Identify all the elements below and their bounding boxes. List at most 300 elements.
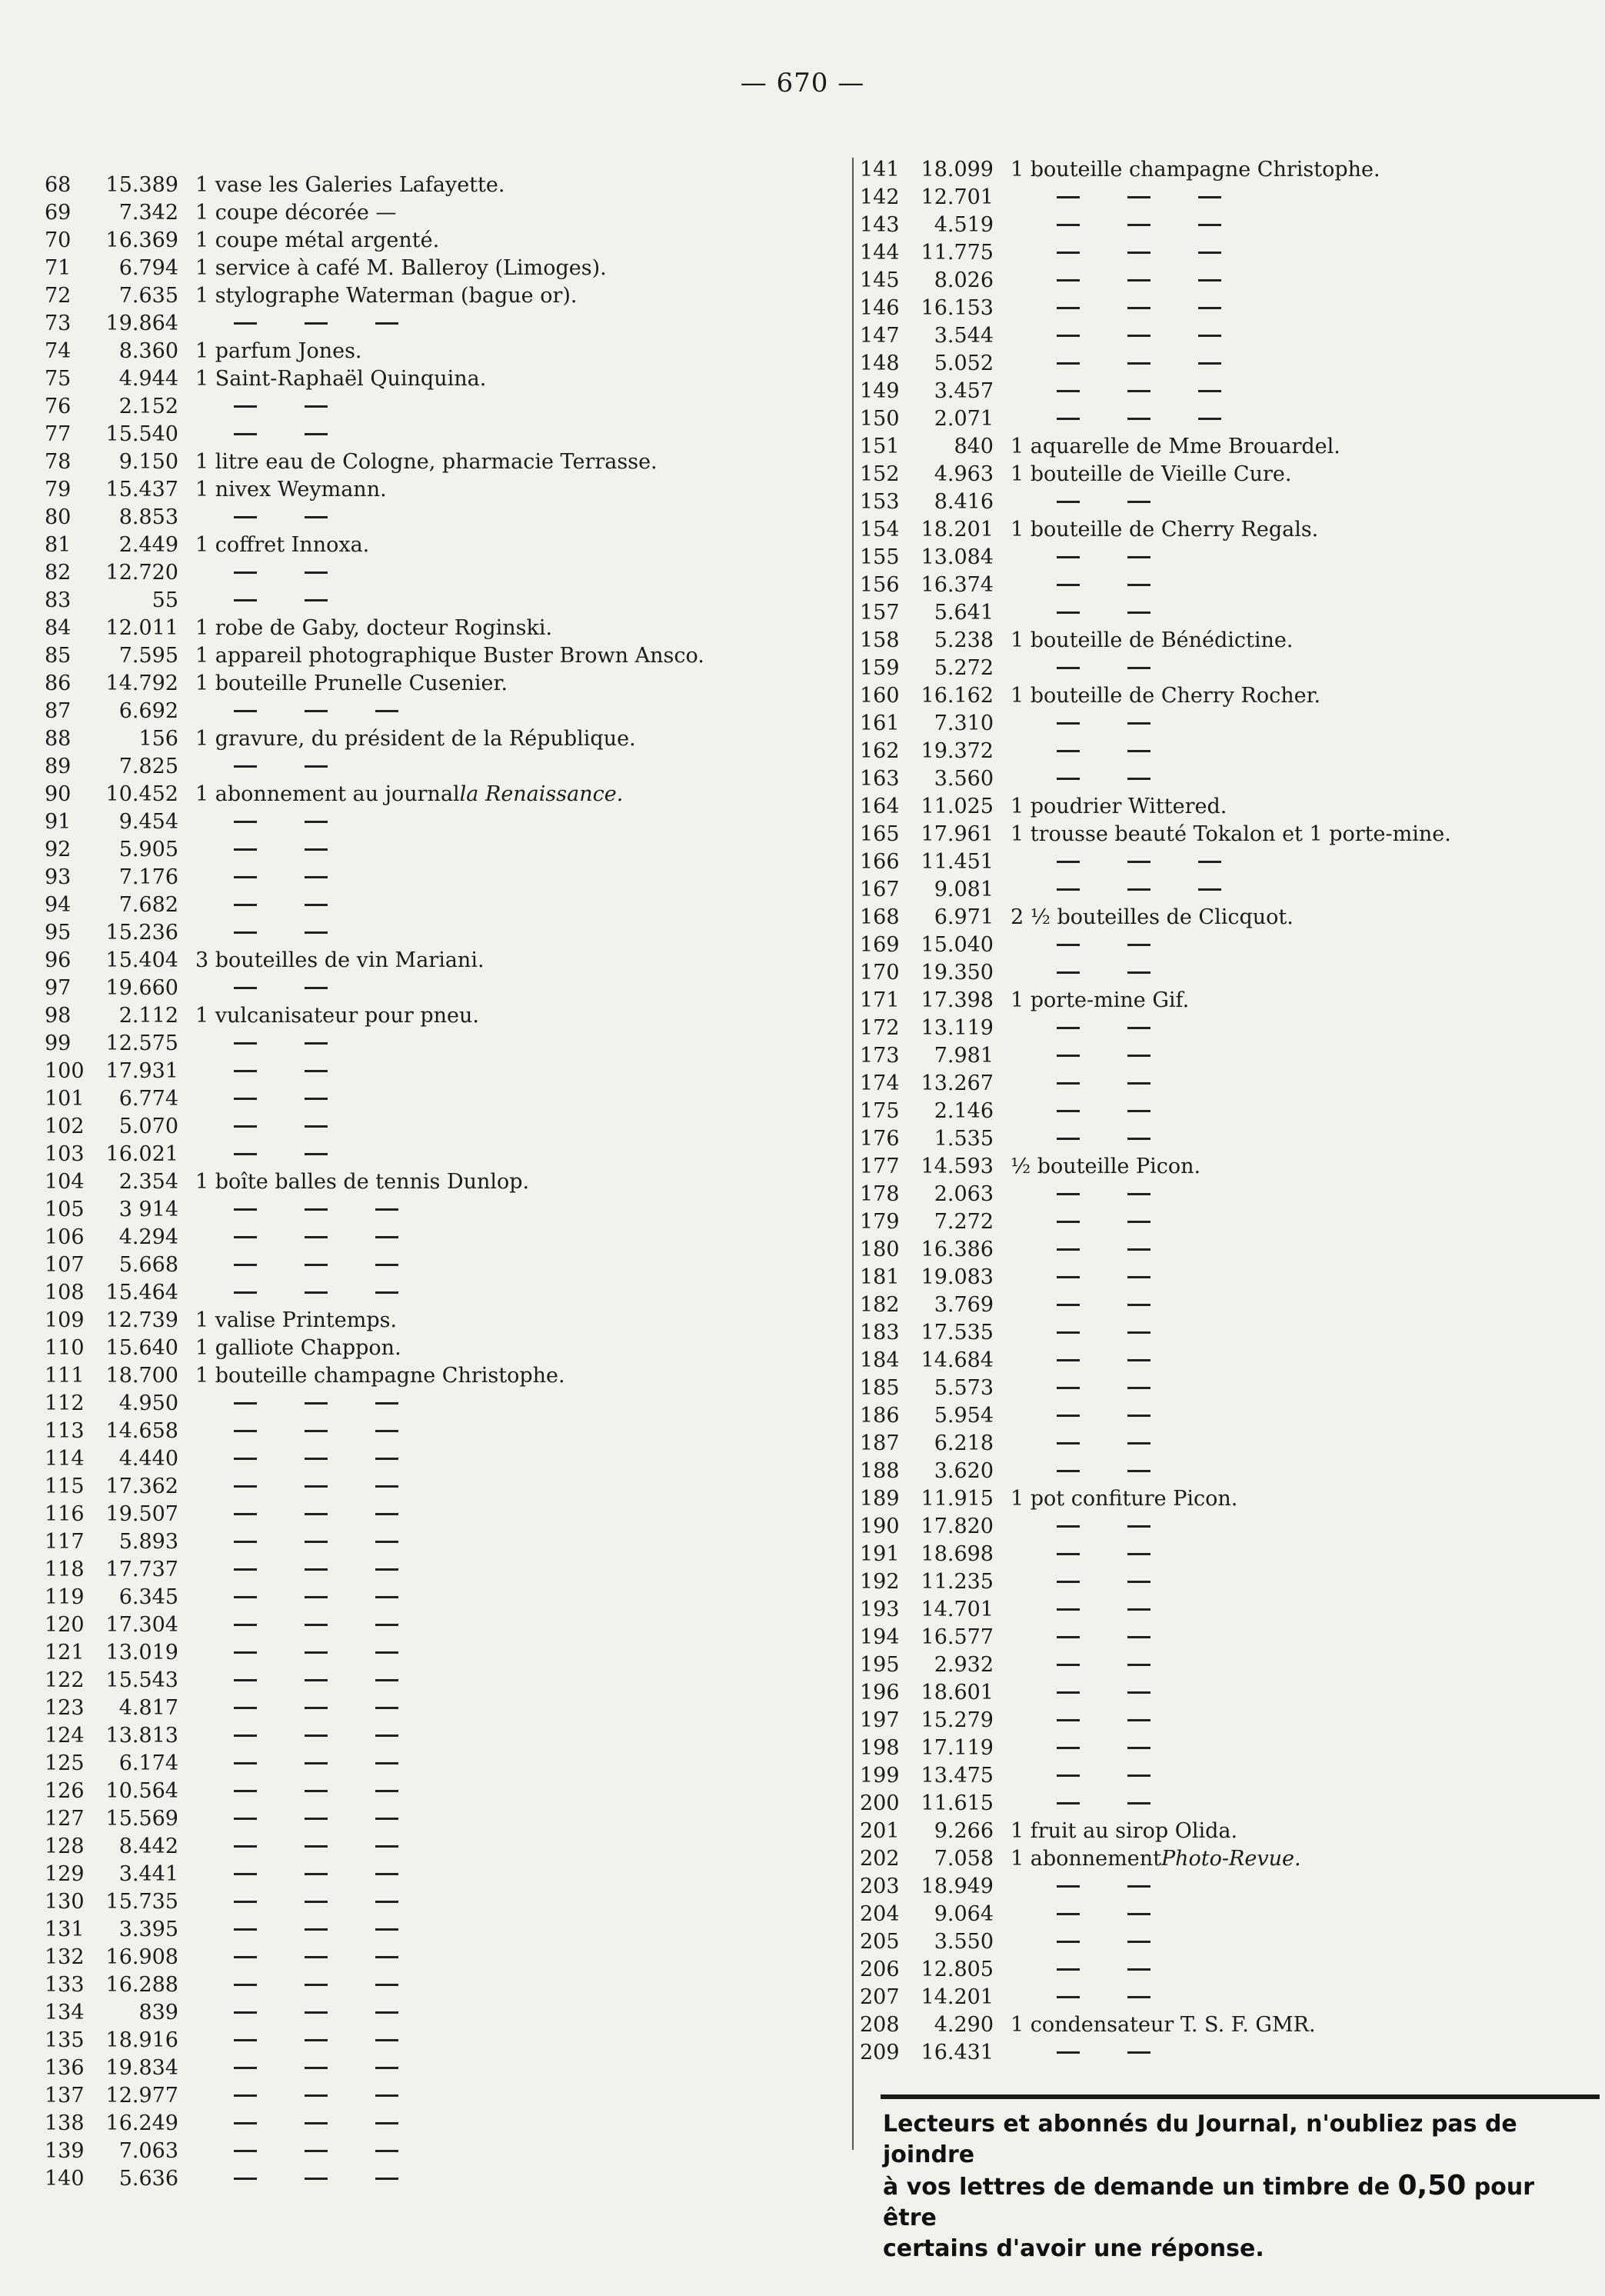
ditto-dash	[234, 2011, 257, 2014]
ditto-dash	[1057, 1525, 1080, 1528]
ditto-marks	[234, 599, 375, 601]
ditto-dash	[305, 1153, 328, 1155]
ticket-number: 87	[45, 698, 72, 723]
prize-description	[1011, 158, 1380, 182]
ticket-number: 158	[860, 628, 900, 652]
list-item	[45, 1528, 704, 1555]
prize-text: 1 valise Printemps.	[195, 1308, 398, 1332]
ditto-dash	[234, 1042, 257, 1045]
ticket-value: 16.162	[921, 683, 994, 708]
ditto-dash	[1127, 501, 1150, 503]
ditto-dash	[1057, 1027, 1080, 1029]
ticket-value: 7.310	[934, 711, 994, 735]
ditto-marks	[1057, 1221, 1198, 1223]
ditto-marks	[234, 1984, 446, 1986]
ticket-number: 122	[45, 1668, 85, 1692]
ditto-marks	[1057, 1304, 1198, 1306]
ditto-dash	[234, 1125, 257, 1128]
ditto-dash	[1057, 1747, 1080, 1749]
ditto-marks	[1057, 722, 1198, 725]
list-item	[860, 931, 1451, 958]
prize-text: 1 bouteille de Cherry Regals.	[1011, 517, 1319, 542]
ticket-value: 11.451	[921, 849, 994, 874]
ditto-dash	[234, 2150, 257, 2152]
list-item	[860, 681, 1451, 709]
ditto-dash	[305, 1624, 328, 1626]
ditto-marks	[234, 1125, 375, 1128]
ticket-number: 173	[860, 1043, 900, 1068]
ditto-dash	[305, 1098, 328, 1100]
ticket-value: 7.595	[118, 643, 178, 668]
ditto-dash	[375, 1458, 398, 1460]
ditto-marks	[234, 1264, 446, 1266]
ticket-value: 6.971	[934, 905, 994, 929]
ditto-marks	[1057, 1248, 1198, 1251]
ditto-dash	[234, 322, 257, 325]
ditto-dash	[1127, 1913, 1150, 1915]
ticket-number: 126	[45, 1778, 85, 1803]
list-item	[45, 697, 704, 725]
list-item	[45, 1583, 704, 1611]
list-item	[45, 614, 704, 641]
prize-text: 1 aquarelle de Mme Brouardel.	[1011, 434, 1340, 458]
ditto-dash	[1127, 861, 1150, 863]
ticket-value: 19.083	[921, 1265, 994, 1289]
prize-text: 1 bouteille de Bénédictine.	[1011, 628, 1294, 652]
list-item	[860, 1872, 1451, 1900]
ticket-number: 187	[860, 1431, 900, 1455]
list-item	[45, 198, 704, 226]
ticket-value: 18.601	[921, 1680, 994, 1705]
ticket-value: 5.668	[118, 1252, 178, 1277]
ditto-dash	[305, 931, 328, 934]
prize-description	[1011, 435, 1340, 458]
ditto-dash	[1057, 1359, 1080, 1361]
ticket-number: 75	[45, 366, 72, 391]
ditto-dash	[1127, 252, 1150, 254]
prize-description	[1011, 1819, 1237, 1843]
ditto-marks	[1057, 1415, 1198, 1417]
ditto-marks	[234, 405, 375, 408]
ditto-dash	[1127, 1885, 1150, 1888]
ditto-dash	[1127, 1996, 1150, 1998]
ticket-value: 18.201	[921, 517, 994, 542]
ticket-value: 17.119	[921, 1735, 994, 1760]
prize-text: 1 robe de Gaby, docteur Roginski.	[195, 615, 553, 640]
ticket-number: 144	[860, 240, 900, 265]
ditto-marks	[1057, 1885, 1198, 1888]
ditto-dash	[305, 1845, 328, 1848]
ditto-dash	[375, 2039, 398, 2041]
ticket-number: 142	[860, 185, 900, 209]
ticket-number: 177	[860, 1154, 900, 1178]
ticket-value: 7.058	[934, 1846, 994, 1871]
ditto-marks	[1057, 1359, 1198, 1361]
ditto-marks	[234, 904, 375, 906]
ditto-marks	[1057, 1553, 1198, 1555]
ditto-dash	[1127, 224, 1150, 226]
ticket-value: 4.519	[934, 212, 994, 237]
list-item	[45, 2081, 704, 2109]
ticket-number: 71	[45, 255, 72, 280]
ditto-dash	[375, 2094, 398, 2097]
ditto-marks	[234, 433, 375, 435]
ditto-dash	[1127, 888, 1150, 891]
prize-text: 1 bouteille champagne Christophe.	[1011, 157, 1380, 182]
ditto-dash	[305, 1762, 328, 1764]
ticket-value: 19.660	[105, 975, 178, 1000]
ticket-number: 181	[860, 1265, 900, 1289]
ticket-value: 5.641	[934, 600, 994, 625]
list-item	[860, 1568, 1451, 1595]
ticket-value: 4.963	[934, 462, 994, 486]
list-item	[860, 598, 1451, 626]
prize-text: 1 nivex Weymann.	[195, 477, 387, 502]
ditto-marks	[1057, 778, 1198, 780]
ticket-value: 3.395	[118, 1917, 178, 1941]
list-item	[45, 558, 704, 586]
ticket-value: 2.932	[934, 1652, 994, 1677]
ditto-dash	[1057, 1248, 1080, 1251]
ditto-marks	[1057, 750, 1198, 752]
ditto-dash	[234, 1458, 257, 1460]
ditto-dash	[305, 765, 328, 768]
prize-text: 1 pot confiture Picon.	[1011, 1486, 1238, 1511]
ditto-dash	[1057, 1774, 1080, 1777]
prize-description	[1011, 462, 1291, 486]
list-item	[45, 2137, 704, 2164]
ticket-number: 166	[860, 849, 900, 874]
prize-description	[195, 1308, 397, 1332]
ticket-value: 10.452	[105, 781, 178, 806]
list-item	[860, 1734, 1451, 1761]
ticket-value: 13.267	[921, 1071, 994, 1095]
ditto-dash	[1127, 362, 1150, 365]
ditto-dash	[1057, 1581, 1080, 1583]
ticket-value: 6.174	[118, 1751, 178, 1775]
ditto-dash	[305, 1042, 328, 1045]
ticket-number: 198	[860, 1735, 900, 1760]
ticket-value: 16.153	[921, 295, 994, 320]
ticket-number: 169	[860, 932, 900, 957]
list-item	[45, 918, 704, 946]
ticket-number: 141	[860, 157, 900, 182]
ticket-number: 121	[45, 1640, 85, 1665]
ditto-marks	[1057, 224, 1269, 226]
ditto-dash	[305, 710, 328, 712]
ditto-marks	[234, 2067, 446, 2069]
ditto-marks	[234, 1070, 375, 1072]
ditto-dash	[375, 1762, 398, 1764]
ditto-dash	[305, 848, 328, 851]
ticket-value: 19.350	[921, 960, 994, 985]
ditto-marks	[234, 2178, 446, 2180]
ditto-dash	[375, 1430, 398, 1432]
list-item	[45, 420, 704, 448]
ticket-value: 2.112	[118, 1003, 178, 1028]
ditto-dash	[234, 765, 257, 768]
prize-description	[195, 533, 369, 557]
ticket-value: 7.063	[118, 2138, 178, 2163]
ditto-dash	[305, 821, 328, 823]
ticket-value: 15.437	[105, 477, 178, 502]
ticket-value: 2.063	[934, 1181, 994, 1206]
ditto-dash	[375, 1485, 398, 1488]
list-item	[860, 765, 1451, 792]
ditto-marks	[234, 1624, 446, 1626]
list-item	[45, 282, 704, 309]
ditto-dash	[234, 904, 257, 906]
ditto-dash	[1127, 196, 1150, 198]
ditto-marks	[234, 1098, 375, 1100]
ticket-number: 105	[45, 1197, 85, 1221]
ditto-dash	[305, 1651, 328, 1654]
ticket-number: 199	[860, 1763, 900, 1788]
list-item	[860, 1955, 1451, 1983]
ditto-marks	[1057, 556, 1198, 558]
ticket-number: 182	[860, 1292, 900, 1317]
ticket-value: 2.354	[118, 1169, 178, 1194]
ditto-dash	[1057, 584, 1080, 586]
list-item	[45, 2109, 704, 2137]
ditto-marks	[1057, 888, 1269, 891]
ticket-number: 197	[860, 1708, 900, 1732]
ditto-dash	[234, 1485, 257, 1488]
ditto-dash	[375, 2122, 398, 2124]
prize-description	[195, 1336, 401, 1360]
ditto-dash	[1057, 971, 1080, 974]
ditto-dash	[305, 1873, 328, 1875]
ditto-dash	[1127, 1027, 1150, 1029]
list-item	[45, 226, 704, 254]
prize-text: 1 gravure, du président de la République.	[195, 726, 636, 751]
right-column	[860, 155, 1451, 2066]
ticket-number: 129	[45, 1861, 85, 1886]
ditto-dash	[1057, 1802, 1080, 1804]
ditto-dash	[234, 1734, 257, 1737]
list-item	[45, 309, 704, 337]
ditto-dash	[1057, 362, 1080, 365]
prize-text: 1 stylographe Waterman (bague or).	[195, 283, 578, 308]
ticket-number: 85	[45, 643, 72, 668]
ditto-dash	[1057, 390, 1080, 392]
ticket-number: 101	[45, 1086, 85, 1111]
ditto-dash	[1057, 944, 1080, 946]
list-item	[860, 1263, 1451, 1291]
ticket-number: 109	[45, 1308, 85, 1332]
ticket-value: 13.813	[105, 1723, 178, 1748]
ticket-value: 2.449	[118, 532, 178, 557]
ditto-marks	[234, 710, 446, 712]
ticket-value: 12.011	[105, 615, 178, 640]
ticket-number: 78	[45, 449, 72, 474]
ticket-number: 69	[45, 200, 72, 225]
ditto-dash	[1057, 1664, 1080, 1666]
ticket-number: 76	[45, 394, 72, 418]
ditto-dash	[1127, 611, 1150, 614]
list-item	[45, 1666, 704, 1694]
ticket-value: 17.931	[105, 1058, 178, 1083]
list-item	[45, 1306, 704, 1334]
list-item	[860, 1125, 1451, 1152]
list-item	[45, 1721, 704, 1749]
ditto-dash	[1127, 971, 1150, 974]
prize-description	[195, 644, 704, 668]
list-item	[45, 1361, 704, 1389]
prize-text: 1 galliote Chappon.	[195, 1335, 401, 1360]
prize-text: 1 bouteille de Cherry Rocher.	[1011, 683, 1321, 708]
ditto-dash	[1057, 1913, 1080, 1915]
ticket-value: 17.820	[921, 1514, 994, 1538]
ditto-marks	[1057, 2051, 1198, 2054]
list-item	[45, 254, 704, 282]
ticket-value: 3.550	[934, 1929, 994, 1954]
list-item	[45, 1749, 704, 1777]
ditto-dash	[1057, 1193, 1080, 1195]
ditto-dash	[1057, 888, 1080, 891]
prize-description	[1011, 628, 1294, 652]
list-item	[45, 1638, 704, 1666]
ditto-dash	[305, 2039, 328, 2041]
ditto-dash	[1057, 1055, 1080, 1057]
ticket-number: 82	[45, 560, 72, 585]
ticket-value: 4.294	[118, 1225, 178, 1249]
ticket-number: 160	[860, 683, 900, 708]
prize-description	[1011, 1487, 1237, 1511]
ditto-dash	[1198, 224, 1221, 226]
ticket-value: 19.864	[105, 311, 178, 335]
ditto-marks	[234, 322, 446, 325]
ditto-dash	[234, 516, 257, 518]
ticket-number: 132	[45, 1944, 85, 1969]
ditto-dash	[234, 1070, 257, 1072]
list-item	[860, 1208, 1451, 1235]
list-item	[45, 448, 704, 475]
list-item	[860, 1983, 1451, 2011]
ditto-dash	[375, 1790, 398, 1792]
list-item	[860, 1789, 1451, 1817]
ticket-value: 17.535	[921, 1320, 994, 1345]
ticket-value: 3 914	[118, 1197, 178, 1221]
ticket-number: 72	[45, 283, 72, 308]
list-item	[860, 571, 1451, 598]
list-item	[860, 349, 1451, 377]
ticket-number: 179	[860, 1209, 900, 1234]
prize-description	[195, 671, 508, 695]
ticket-value: 3.441	[118, 1861, 178, 1886]
ditto-dash	[305, 1402, 328, 1405]
ditto-dash	[375, 1541, 398, 1543]
ditto-dash	[305, 1430, 328, 1432]
ditto-dash	[234, 1956, 257, 1958]
ticket-number: 68	[45, 172, 72, 197]
ticket-number: 123	[45, 1695, 85, 1720]
ditto-dash	[234, 2178, 257, 2180]
ticket-value: 839	[138, 2000, 178, 2024]
ditto-dash	[375, 1734, 398, 1737]
ditto-dash	[234, 1901, 257, 1903]
ditto-marks	[234, 821, 375, 823]
ditto-dash	[1127, 1802, 1150, 1804]
ditto-dash	[1127, 1664, 1150, 1666]
list-item	[860, 737, 1451, 765]
ticket-value: 9.266	[934, 1818, 994, 1843]
list-item	[860, 1235, 1451, 1263]
ticket-number: 167	[860, 877, 900, 901]
list-item	[860, 238, 1451, 266]
ticket-number: 115	[45, 1474, 85, 1498]
ticket-number: 96	[45, 948, 72, 972]
ditto-dash	[1127, 1747, 1150, 1749]
list-item	[860, 820, 1451, 848]
ticket-value: 19.834	[105, 2055, 178, 2080]
ticket-value: 8.442	[118, 1834, 178, 1858]
ticket-number: 97	[45, 975, 72, 1000]
prize-description	[195, 284, 577, 308]
ditto-dash	[1127, 1415, 1150, 1417]
ditto-dash	[1198, 335, 1221, 337]
list-item	[860, 294, 1451, 322]
ditto-marks	[234, 1845, 446, 1848]
ticket-number: 74	[45, 338, 72, 363]
ditto-dash	[234, 1679, 257, 1681]
ticket-number: 102	[45, 1114, 85, 1138]
list-item	[45, 1334, 704, 1361]
ticket-value: 16.577	[921, 1625, 994, 1649]
ditto-marks	[234, 1236, 446, 1238]
ditto-dash	[1198, 279, 1221, 282]
ditto-dash	[375, 1679, 398, 1681]
ditto-marks	[234, 1291, 446, 1294]
ditto-dash	[305, 1596, 328, 1598]
ticket-value: 17.737	[105, 1557, 178, 1581]
prize-text: 1 boîte balles de tennis Dunlop.	[195, 1169, 530, 1194]
ticket-value: 4.950	[118, 1391, 178, 1415]
list-item	[860, 1152, 1451, 1180]
ticket-number: 157	[860, 600, 900, 625]
list-item	[860, 1817, 1451, 1844]
ticket-value: 15.640	[105, 1335, 178, 1360]
ticket-value: 15.569	[105, 1806, 178, 1831]
list-item	[860, 1485, 1451, 1512]
ditto-dash	[1127, 1193, 1150, 1195]
notice-line-2a: à vos lettres de demande un timbre de	[883, 2174, 1398, 2201]
list-item	[860, 1401, 1451, 1429]
prize-text: 1 appareil photographique Buster Brown Ansco.	[195, 643, 704, 668]
ticket-number: 196	[860, 1680, 900, 1705]
ditto-marks	[1057, 944, 1198, 946]
ditto-marks	[234, 1707, 446, 1709]
notice-box	[883, 2109, 1594, 2264]
ticket-value: 8.416	[934, 489, 994, 514]
ditto-marks	[234, 1568, 446, 1571]
list-item	[45, 974, 704, 1001]
ticket-number: 140	[45, 2166, 85, 2191]
prize-text: 1 abonnement au journal	[195, 781, 460, 806]
ticket-value: 16.431	[921, 2040, 994, 2064]
ditto-marks	[1057, 1276, 1198, 1278]
ditto-marks	[234, 848, 375, 851]
ditto-marks	[1057, 861, 1269, 863]
prize-description	[1011, 1155, 1200, 1178]
ditto-marks	[234, 1458, 446, 1460]
prize-text: 3 bouteilles de vin Mariani.	[195, 948, 484, 972]
prize-description	[1011, 518, 1318, 542]
list-item	[860, 266, 1451, 294]
ditto-dash	[234, 1236, 257, 1238]
ditto-dash	[375, 1208, 398, 1211]
ditto-dash	[234, 572, 257, 574]
